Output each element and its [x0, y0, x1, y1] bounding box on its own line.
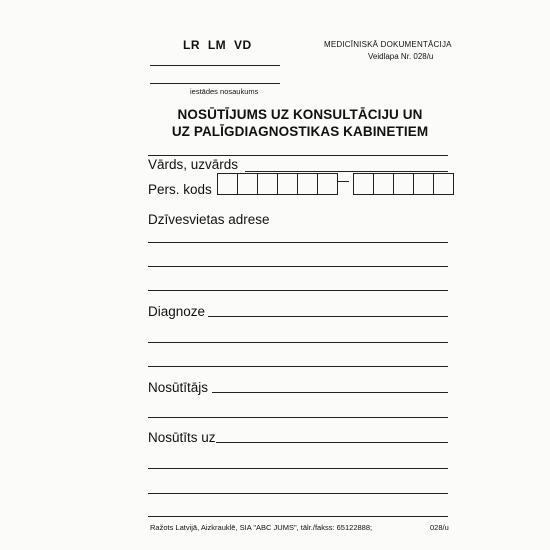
- personal-code-label: Pers. kods: [148, 182, 212, 197]
- code-box[interactable]: [393, 173, 414, 195]
- diagnosis-line-1[interactable]: [208, 316, 448, 317]
- diagnosis-line-3[interactable]: [148, 366, 448, 367]
- code-box[interactable]: [277, 173, 298, 195]
- code-box[interactable]: [257, 173, 278, 195]
- personal-code-boxes-left[interactable]: [217, 173, 337, 195]
- address-line-3[interactable]: [148, 290, 448, 291]
- address-line-1[interactable]: [148, 242, 448, 243]
- referred-to-label: Nosūtīts uz: [148, 430, 216, 445]
- code-box[interactable]: [433, 173, 454, 195]
- code-box[interactable]: [217, 173, 238, 195]
- referred-to-line-4[interactable]: [148, 516, 448, 517]
- address-label: Dzīvesvietas adrese: [148, 212, 270, 227]
- title-underline: [148, 155, 448, 156]
- code-box[interactable]: [297, 173, 318, 195]
- name-field-line[interactable]: [245, 171, 448, 172]
- referrer-line-2[interactable]: [148, 417, 448, 418]
- code-box[interactable]: [373, 173, 394, 195]
- code-box[interactable]: [353, 173, 374, 195]
- code-box[interactable]: [413, 173, 434, 195]
- referred-to-line-1[interactable]: [216, 442, 448, 443]
- diagnosis-line-2[interactable]: [148, 342, 448, 343]
- personal-code-boxes-right[interactable]: [353, 173, 453, 195]
- institution-line-1: [150, 65, 280, 66]
- form-number: Veidlapa Nr. 028/u: [368, 52, 434, 61]
- referrer-line-1[interactable]: [212, 392, 448, 393]
- diagnosis-label: Diagnoze: [148, 304, 206, 319]
- institution-line-2: [150, 83, 280, 84]
- referrer-label: Nosūtītājs: [148, 380, 209, 395]
- form-title: [150, 106, 450, 140]
- form-title-line-2: UZ PALĪGDIAGNOSTIKAS KABINETIEM: [171, 124, 429, 139]
- personal-code-dash: [337, 181, 349, 182]
- code-box[interactable]: [317, 173, 338, 195]
- lr-lm-vd-label: LR LM VD: [183, 38, 252, 52]
- code-box[interactable]: [237, 173, 258, 195]
- manufacturer-footer: Ražots Latvijā, Aizkrauklē, SIA "ABC JUMS", tālr./fakss: 65122888;: [150, 523, 373, 532]
- name-label: Vārds, uzvārds: [148, 157, 239, 172]
- institution-name-label: iestādes nosaukums: [190, 87, 259, 96]
- referred-to-line-3[interactable]: [148, 493, 448, 494]
- footer-form-code: 028/u: [430, 523, 449, 532]
- medical-documentation-label: MEDICĪNISKĀ DOKUMENTĀCIJA: [324, 40, 452, 49]
- referred-to-line-2[interactable]: [148, 468, 448, 469]
- form-title-line-1: NOSŪTĪJUMS UZ KONSULTĀCIJU UN: [177, 107, 423, 122]
- address-line-2[interactable]: [148, 266, 448, 267]
